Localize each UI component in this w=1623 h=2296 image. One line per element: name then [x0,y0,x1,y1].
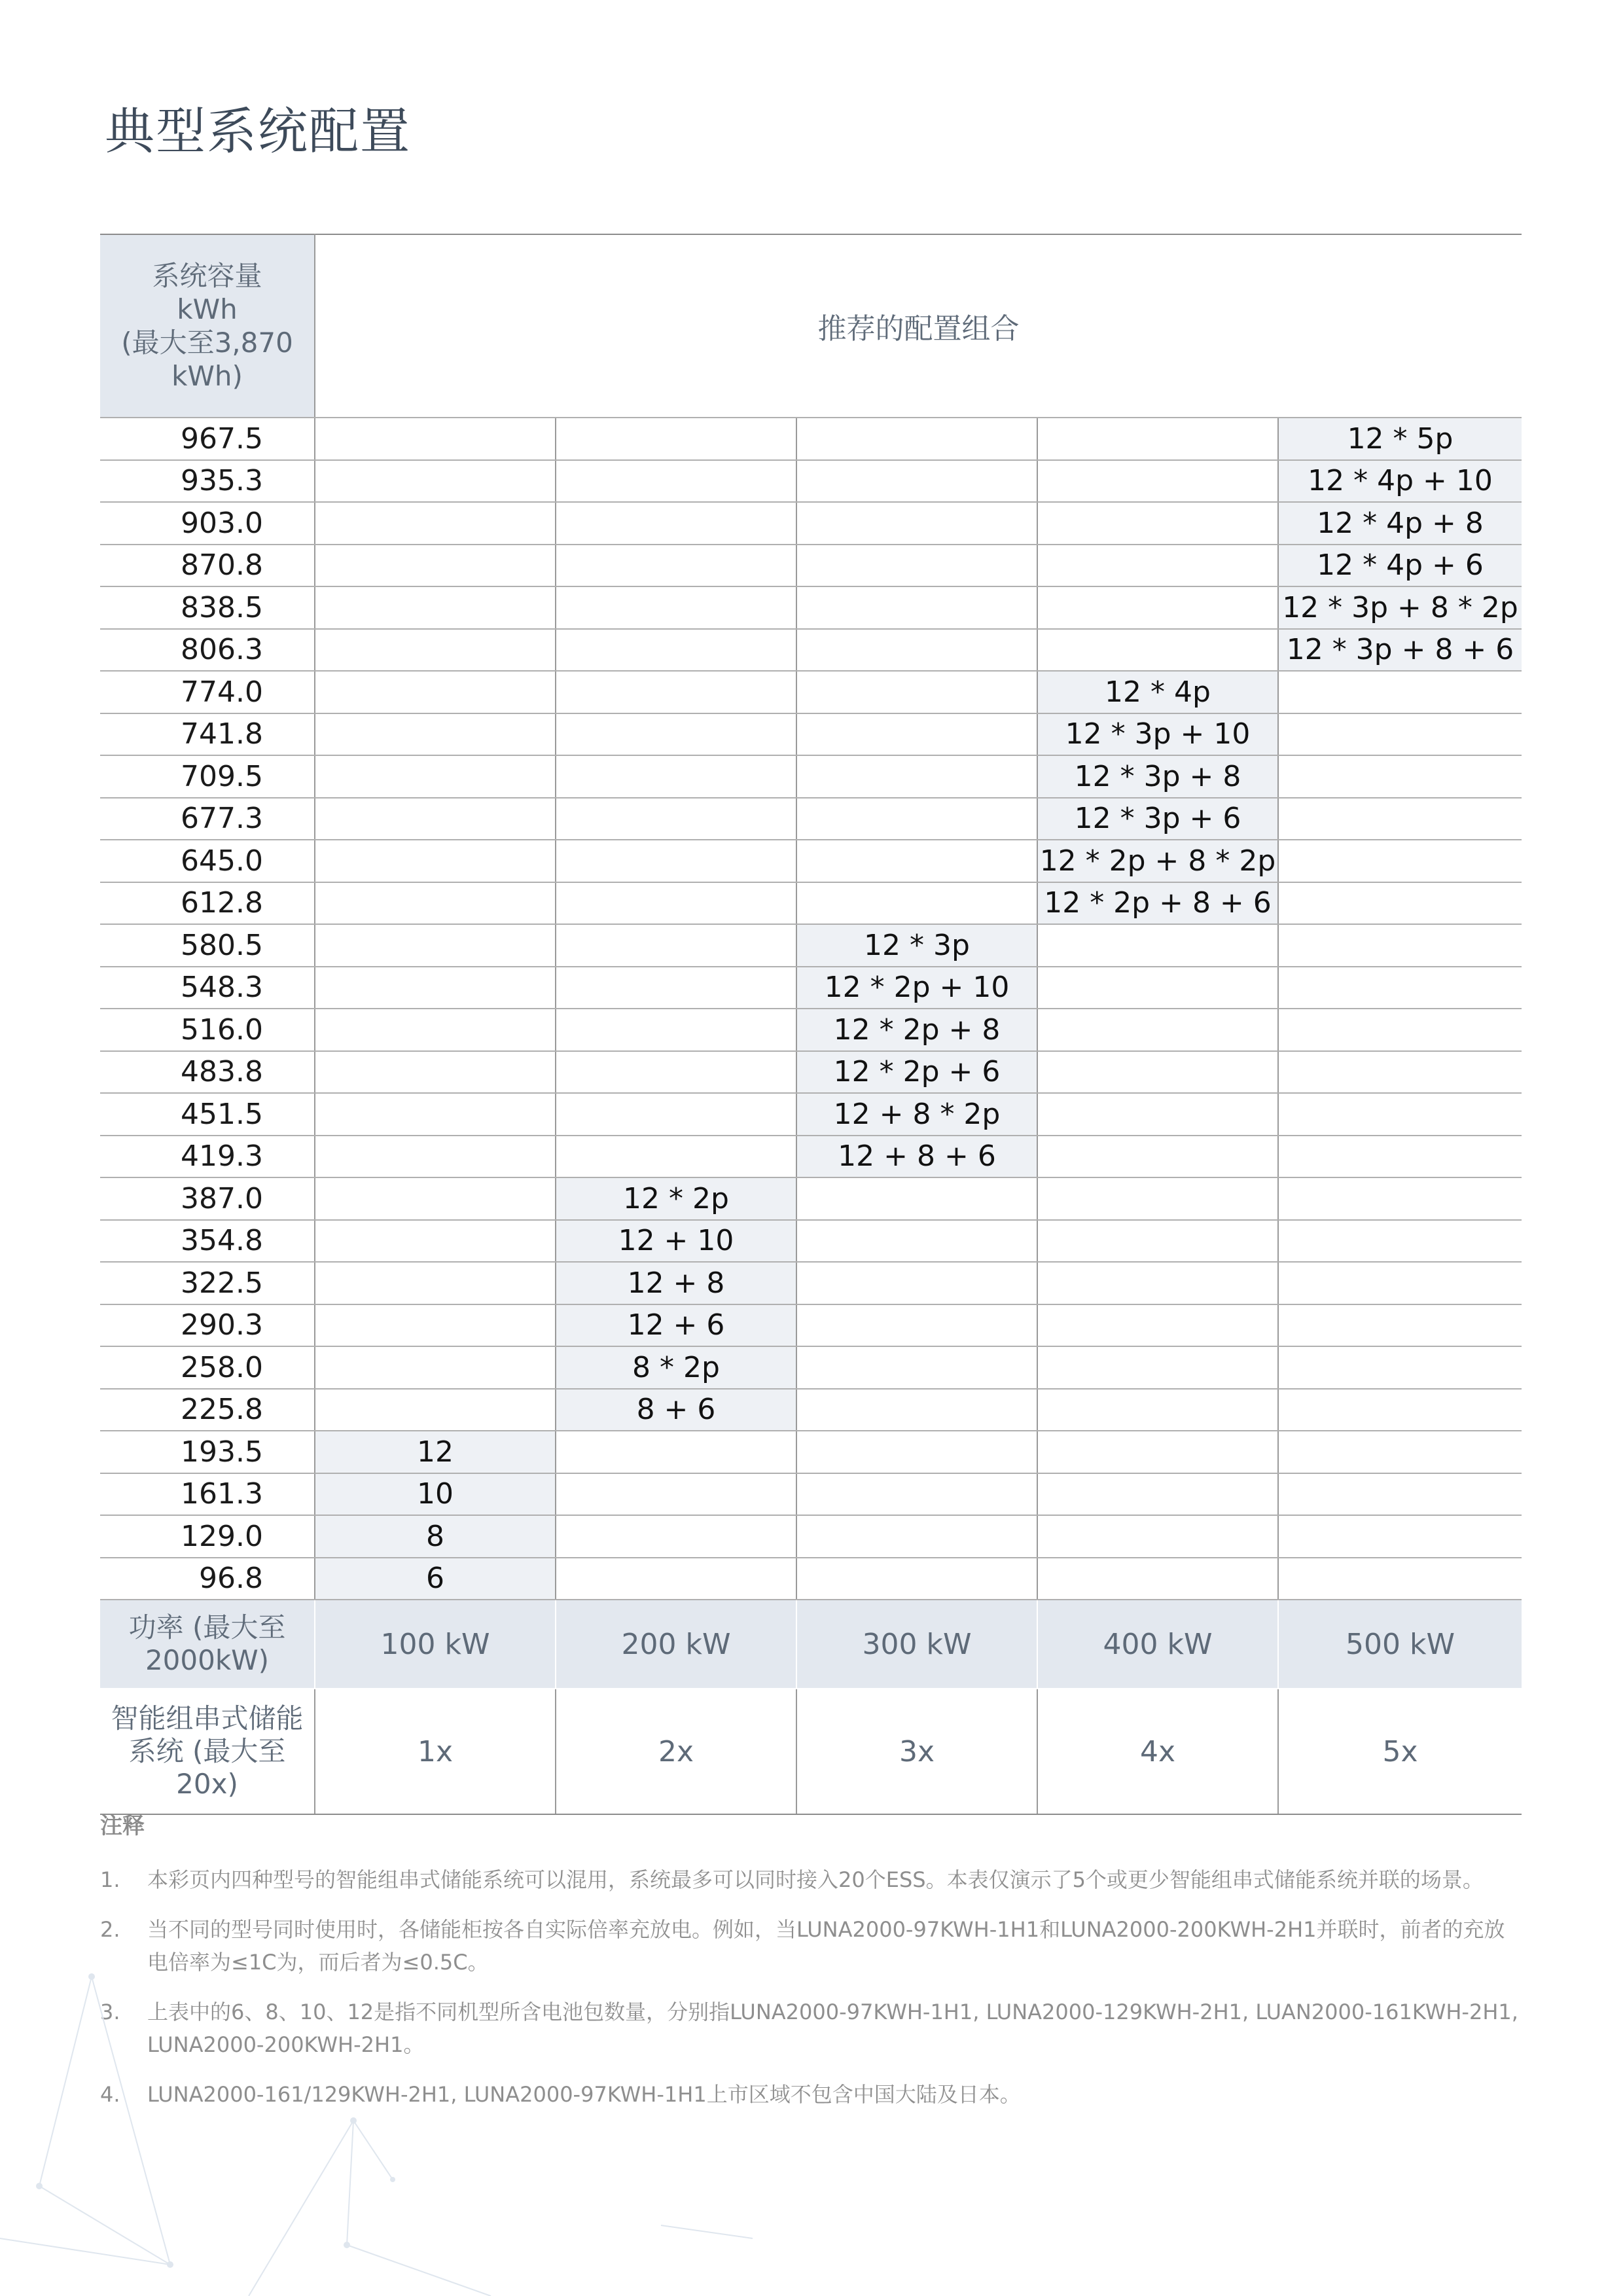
empty-cell [796,840,1037,882]
capacity-value: 838.5 [100,586,315,629]
empty-cell [1278,882,1522,925]
empty-cell [1037,924,1278,967]
configuration-combination: 12 + 6 [556,1304,796,1347]
empty-cell [1037,460,1278,503]
empty-cell [315,460,556,503]
ess-count-value: 5x [1278,1689,1522,1814]
configuration-combination: 8 + 6 [556,1389,796,1431]
configuration-combination: 8 * 2p [556,1346,796,1389]
capacity-header [100,234,315,418]
empty-cell [1037,502,1278,545]
capacity-row [100,502,1522,545]
empty-cell [796,882,1037,925]
empty-cell [1278,840,1522,882]
empty-cell [556,1515,796,1558]
empty-cell [796,1473,1037,1516]
empty-cell [1037,1051,1278,1094]
empty-cell [556,798,796,840]
empty-cell [1037,1515,1278,1558]
capacity-value: 161.3 [100,1473,315,1516]
ess-count-value: 2x [556,1689,796,1814]
capacity-value: 806.3 [100,629,315,672]
empty-cell [1278,1093,1522,1136]
empty-cell [796,545,1037,587]
empty-cell [315,882,556,925]
capacity-value: 774.0 [100,671,315,713]
empty-cell [1278,967,1522,1009]
empty-cell [1278,713,1522,756]
empty-cell [796,460,1037,503]
empty-cell [796,502,1037,545]
empty-cell [315,1346,556,1389]
empty-cell [315,924,556,967]
capacity-row [100,967,1522,1009]
capacity-row [100,1009,1522,1051]
empty-cell [315,671,556,713]
empty-cell [796,1558,1037,1600]
power-value: 500 kW [1278,1600,1522,1689]
capacity-row [100,1304,1522,1347]
configuration-combination: 12 + 8 * 2p [796,1093,1037,1136]
ess-count-label: 智能组串式储能系统 (最大至 20x) [100,1689,315,1814]
empty-cell [1037,1009,1278,1051]
capacity-row [100,840,1522,882]
empty-cell [1278,1389,1522,1431]
empty-cell [556,418,796,460]
empty-cell [796,1220,1037,1263]
notes-title: 注释 [100,1813,145,1839]
empty-cell [1278,1220,1522,1263]
capacity-row [100,1515,1522,1558]
empty-cell [1278,671,1522,713]
configuration-rows [100,418,1522,1600]
empty-cell [796,1515,1037,1558]
capacity-value: 709.5 [100,755,315,798]
empty-cell [796,418,1037,460]
capacity-header-line: (最大至3,870 [121,327,293,359]
empty-cell [556,755,796,798]
empty-cell [556,502,796,545]
empty-cell [315,755,556,798]
capacity-header-line: 系统容量 [152,260,262,292]
configuration-combination: 6 [315,1558,556,1600]
capacity-value: 387.0 [100,1177,315,1220]
empty-cell [1278,924,1522,967]
configuration-combination: 12 * 3p + 10 [1037,713,1278,756]
empty-cell [1278,1051,1522,1094]
capacity-value: 580.5 [100,924,315,967]
empty-cell [1037,586,1278,629]
capacity-row [100,713,1522,756]
empty-cell [556,671,796,713]
capacity-row [100,755,1522,798]
decorative-network-graphic [0,1964,785,2296]
empty-cell [1278,798,1522,840]
note-text: 上表中的6、8、10、12是指不同机型所含电池包数量，分别指LUNA2000-97KWH-1H1, LUNA2000-129KWH-2H1, LUAN2000-161KWH-2H1, LUNA2000-200KWH-2H1。 [147,2000,1518,2057]
empty-cell [556,882,796,925]
configuration-combination: 12 [315,1431,556,1473]
configuration-combination: 12 * 4p [1037,671,1278,713]
capacity-row [100,671,1522,713]
capacity-value: 129.0 [100,1515,315,1558]
empty-cell [796,1389,1037,1431]
capacity-row [100,1051,1522,1094]
capacity-value: 677.3 [100,798,315,840]
configuration-combination: 12 * 3p + 8 [1037,755,1278,798]
empty-cell [556,840,796,882]
empty-cell [1037,1346,1278,1389]
empty-cell [1037,1136,1278,1178]
capacity-row [100,545,1522,587]
power-value: 100 kW [315,1600,556,1689]
configuration-combination: 12 * 2p + 10 [796,967,1037,1009]
empty-cell [1037,1177,1278,1220]
capacity-value: 290.3 [100,1304,315,1347]
empty-cell [556,629,796,672]
empty-cell [315,798,556,840]
empty-cell [1037,1431,1278,1473]
empty-cell [556,1431,796,1473]
capacity-row [100,1389,1522,1431]
empty-cell [1037,1093,1278,1136]
capacity-header-line: kWh) [171,360,243,392]
capacity-row [100,629,1522,672]
capacity-value: 451.5 [100,1093,315,1136]
empty-cell [556,1009,796,1051]
empty-cell [796,1177,1037,1220]
capacity-value: 322.5 [100,1262,315,1304]
note-text: LUNA2000-161/129KWH-2H1, LUNA2000-97KWH-1H1上市区域不包含中国大陆及日本。 [147,2082,1021,2107]
empty-cell [315,1051,556,1094]
capacity-row [100,1473,1522,1516]
empty-cell [796,586,1037,629]
empty-cell [315,713,556,756]
capacity-value: 354.8 [100,1220,315,1263]
page-title: 典型系统配置 [105,102,411,160]
empty-cell [1037,1473,1278,1516]
empty-cell [1037,629,1278,672]
empty-cell [1037,1304,1278,1347]
empty-cell [315,586,556,629]
capacity-value: 741.8 [100,713,315,756]
empty-cell [796,629,1037,672]
configuration-combination: 12 * 3p [796,924,1037,967]
empty-cell [1037,1220,1278,1263]
configuration-combination: 12 + 10 [556,1220,796,1263]
empty-cell [315,1262,556,1304]
capacity-row [100,882,1522,925]
empty-cell [1278,1473,1522,1516]
capacity-value: 967.5 [100,418,315,460]
power-value: 400 kW [1037,1600,1278,1689]
empty-cell [796,755,1037,798]
configuration-combination: 12 * 2p + 8 + 6 [1037,882,1278,925]
empty-cell [315,1136,556,1178]
configuration-combination: 12 * 2p [556,1177,796,1220]
capacity-value: 612.8 [100,882,315,925]
note-text: 当不同的型号同时使用时，各储能柜按各自实际倍率充放电。例如，当LUNA2000-97KWH-1H1和LUNA2000-200KWH-2H1并联时，前者的充放电倍率为≤1C为，而后者为≤0.5C。 [147,1917,1505,1975]
capacity-row [100,924,1522,967]
note-number: 3. [100,2000,120,2024]
empty-cell [1278,755,1522,798]
empty-cell [1278,1177,1522,1220]
configuration-combination: 12 * 3p + 8 + 6 [1278,629,1522,672]
capacity-value: 516.0 [100,1009,315,1051]
configuration-combination: 10 [315,1473,556,1516]
empty-cell [556,713,796,756]
configuration-table [100,234,1522,1815]
empty-cell [796,1262,1037,1304]
configuration-combination: 12 * 2p + 8 * 2p [1037,840,1278,882]
empty-cell [796,1431,1037,1473]
power-value: 300 kW [796,1600,1037,1689]
power-value: 200 kW [556,1600,796,1689]
capacity-row [100,798,1522,840]
empty-cell [556,545,796,587]
empty-cell [556,1473,796,1516]
recommended-combination-header: 推荐的配置组合 [315,234,1522,418]
empty-cell [1037,418,1278,460]
empty-cell [1037,545,1278,587]
capacity-value: 96.8 [100,1558,315,1600]
capacity-row [100,1136,1522,1178]
note-number: 4. [100,2082,120,2107]
capacity-value: 935.3 [100,460,315,503]
capacity-value: 225.8 [100,1389,315,1431]
capacity-value: 419.3 [100,1136,315,1178]
note-text: 本彩页内四种型号的智能组串式储能系统可以混用，系统最多可以同时接入20个ESS。本表仅演示了5个或更少智能组串式储能系统并联的场景。 [147,1867,1484,1892]
empty-cell [315,502,556,545]
empty-cell [1278,1136,1522,1178]
note-number: 1. [100,1867,120,1892]
empty-cell [315,1389,556,1431]
empty-cell [796,713,1037,756]
empty-cell [1037,967,1278,1009]
empty-cell [315,967,556,1009]
empty-cell [1278,1558,1522,1600]
capacity-value: 903.0 [100,502,315,545]
configuration-combination: 12 * 4p + 6 [1278,545,1522,587]
empty-cell [1037,1389,1278,1431]
configuration-combination: 12 * 3p + 8 * 2p [1278,586,1522,629]
configuration-combination: 8 [315,1515,556,1558]
empty-cell [556,967,796,1009]
empty-cell [315,1304,556,1347]
capacity-row [100,1220,1522,1263]
empty-cell [1278,1009,1522,1051]
empty-cell [556,924,796,967]
note-number: 2. [100,1917,120,1942]
note-item [100,1863,1522,1896]
empty-cell [556,1093,796,1136]
empty-cell [1278,1515,1522,1558]
configuration-combination: 12 * 4p + 8 [1278,502,1522,545]
power-row [100,1600,1522,1689]
capacity-value: 645.0 [100,840,315,882]
capacity-value: 548.3 [100,967,315,1009]
configuration-combination: 12 * 4p + 10 [1278,460,1522,503]
ess-count-value: 3x [796,1689,1037,1814]
empty-cell [796,1304,1037,1347]
empty-cell [315,418,556,460]
capacity-header-line: kWh [177,293,238,325]
empty-cell [1278,1262,1522,1304]
empty-cell [796,671,1037,713]
capacity-row [100,418,1522,460]
empty-cell [556,460,796,503]
power-label: 功率 (最大至 2000kW) [100,1600,315,1689]
configuration-combination: 12 + 8 + 6 [796,1136,1037,1178]
capacity-value: 483.8 [100,1051,315,1094]
empty-cell [1278,1304,1522,1347]
capacity-row [100,1346,1522,1389]
ess-count-value: 1x [315,1689,556,1814]
configuration-combination: 12 + 8 [556,1262,796,1304]
capacity-value: 258.0 [100,1346,315,1389]
capacity-row [100,586,1522,629]
empty-cell [315,629,556,672]
empty-cell [796,798,1037,840]
capacity-row [100,1177,1522,1220]
capacity-value: 193.5 [100,1431,315,1473]
empty-cell [315,545,556,587]
empty-cell [556,1558,796,1600]
empty-cell [1037,1262,1278,1304]
capacity-row [100,1558,1522,1600]
empty-cell [315,1220,556,1263]
empty-cell [315,1009,556,1051]
empty-cell [1278,1431,1522,1473]
capacity-row [100,460,1522,503]
empty-cell [315,1177,556,1220]
empty-cell [556,1136,796,1178]
ess-count-value: 4x [1037,1689,1278,1814]
capacity-row [100,1093,1522,1136]
empty-cell [315,840,556,882]
configuration-combination: 12 * 2p + 6 [796,1051,1037,1094]
empty-cell [1037,1558,1278,1600]
capacity-value: 870.8 [100,545,315,587]
empty-cell [556,586,796,629]
configuration-combination: 12 * 5p [1278,418,1522,460]
capacity-row [100,1431,1522,1473]
empty-cell [315,1093,556,1136]
empty-cell [1278,1346,1522,1389]
ess-count-row [100,1689,1522,1814]
configuration-combination: 12 * 2p + 8 [796,1009,1037,1051]
empty-cell [556,1051,796,1094]
empty-cell [796,1346,1037,1389]
capacity-row [100,1262,1522,1304]
configuration-combination: 12 * 3p + 6 [1037,798,1278,840]
